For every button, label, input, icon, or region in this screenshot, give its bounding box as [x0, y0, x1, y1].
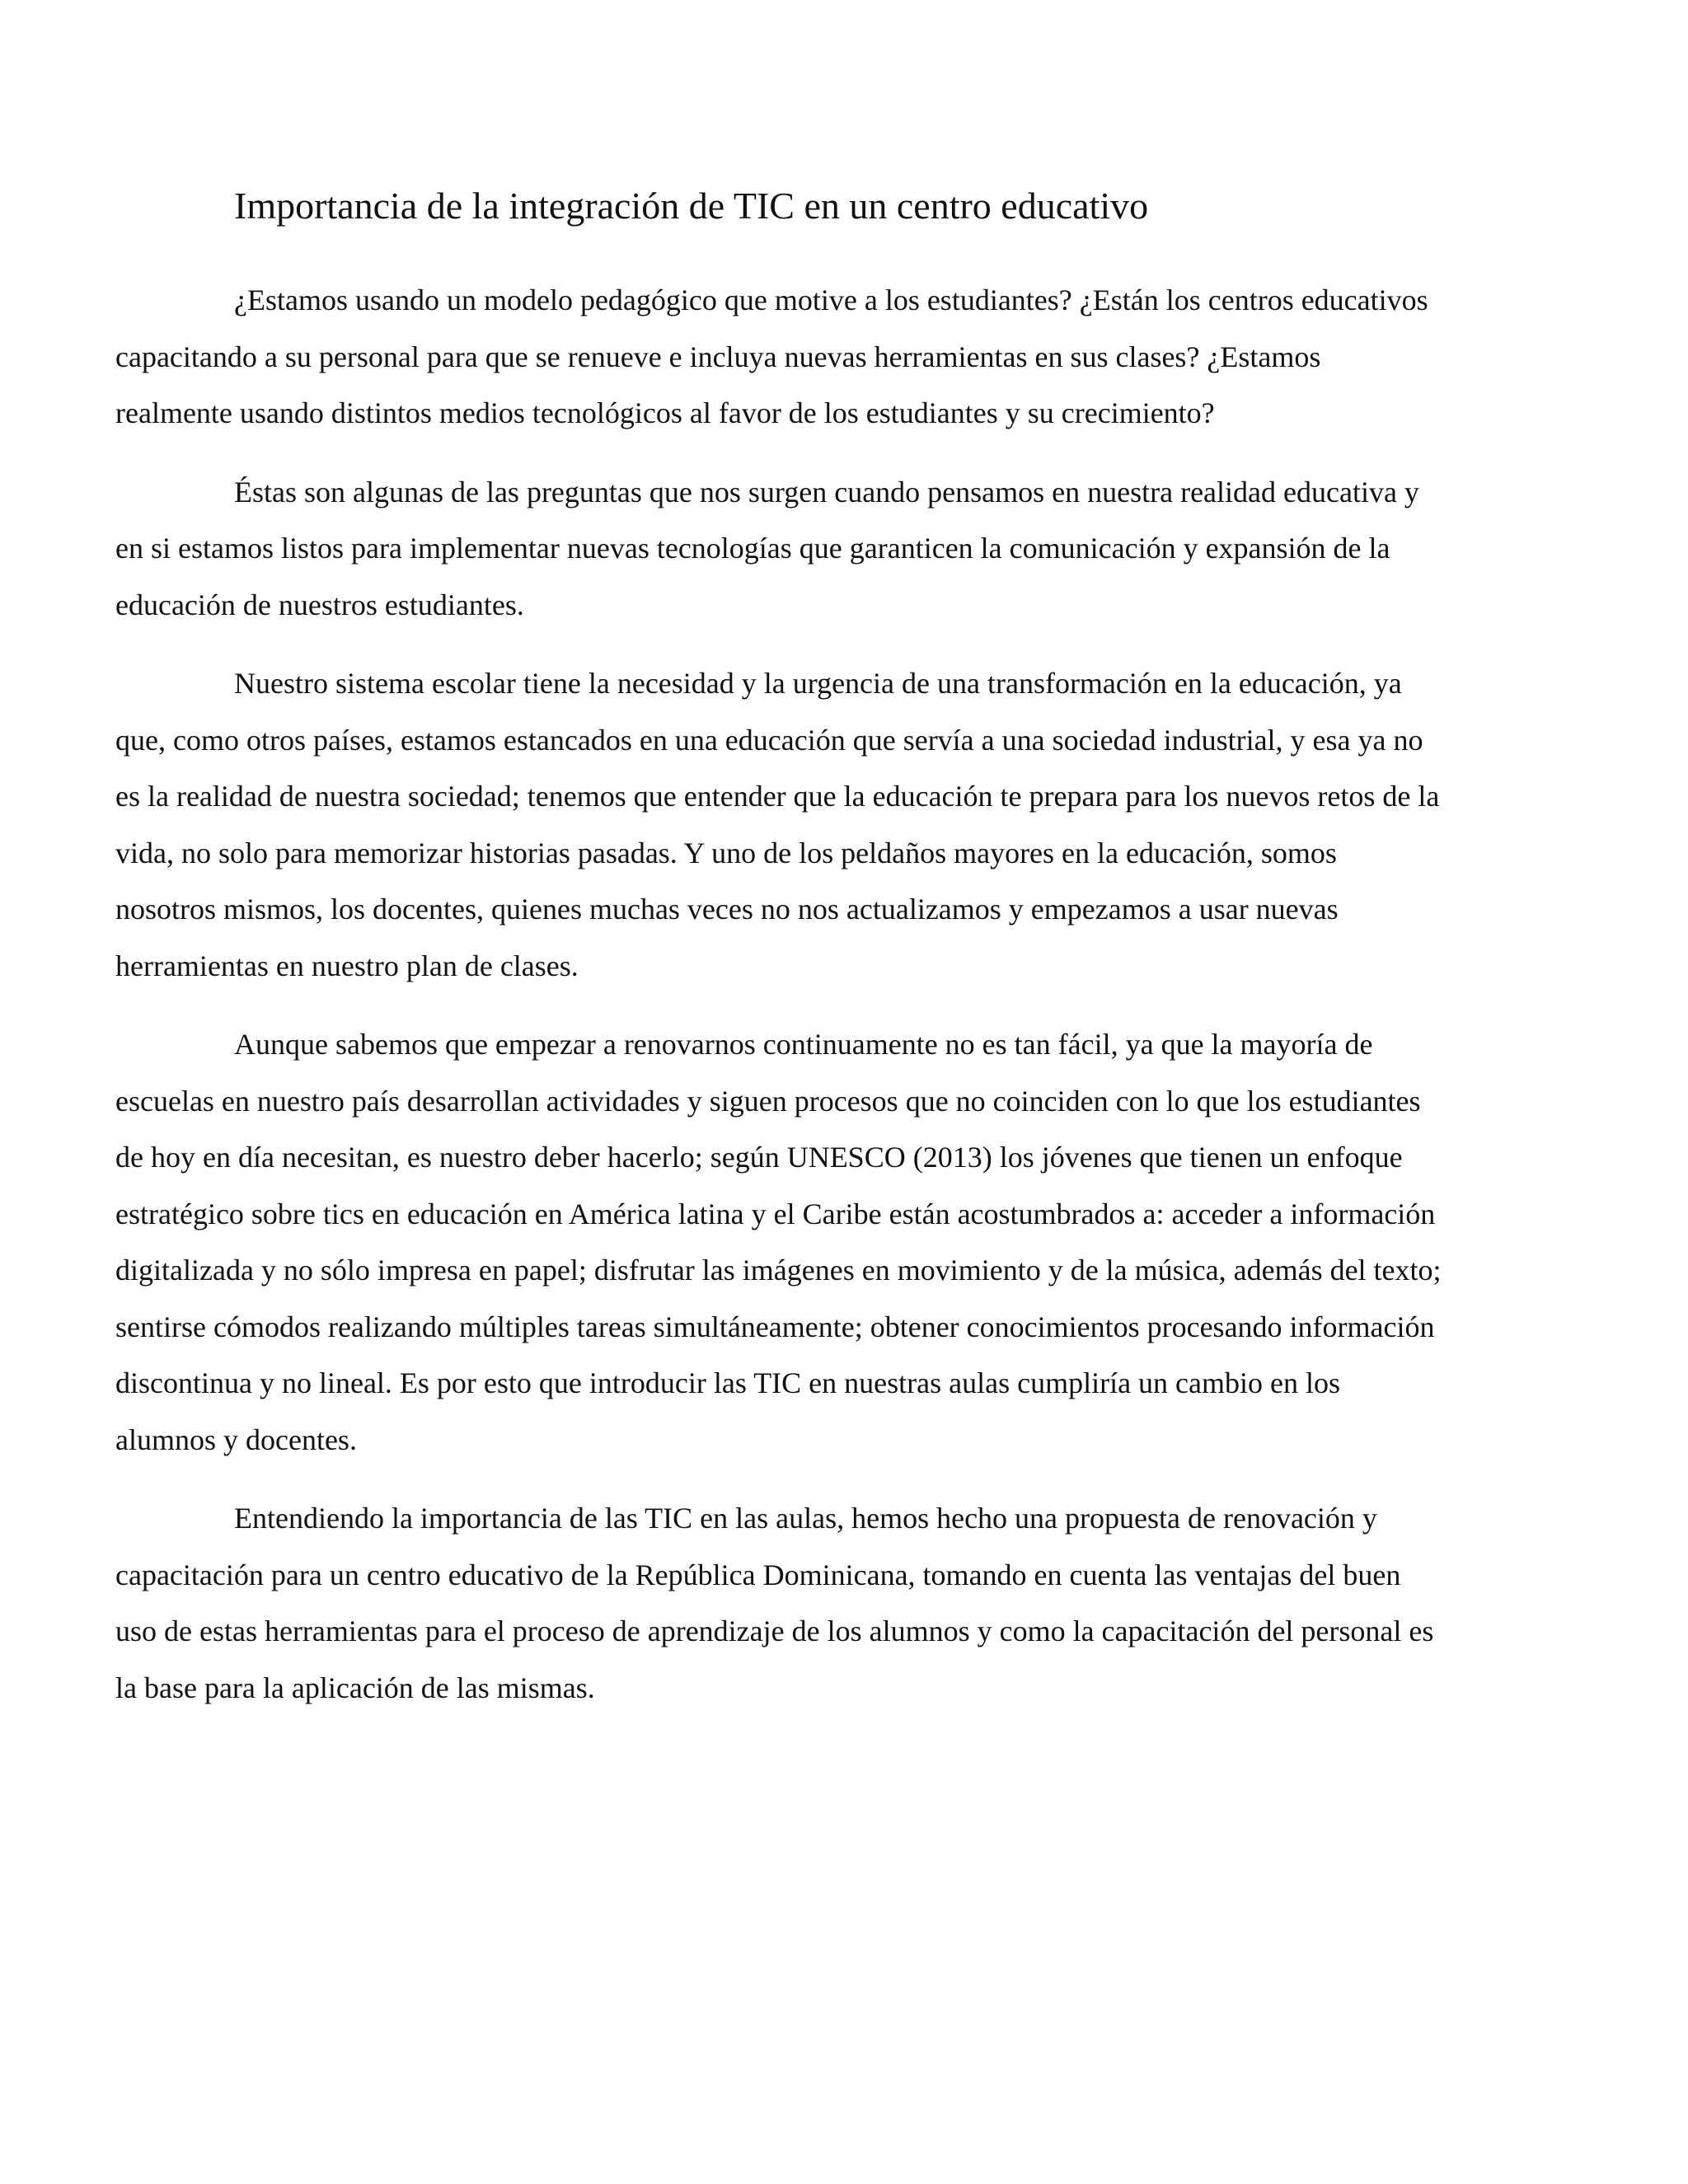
- document-title: Importancia de la integración de TIC en un centro educativo: [234, 185, 1149, 227]
- paragraph-5: Entendiendo la importancia de las TIC en las aulas, hemos hecho una propuesta de renovación y capacitación para un centro educativo de la República Dominicana, tomando en cuenta las ventajas del buen uso de estas herramientas para el proceso de aprendizaje de los alumnos y como la capacitación del personal es la base para la aplicación de las mismas.: [115, 1502, 1434, 1704]
- document-body: [115, 272, 1442, 1738]
- paragraph-2: Éstas son algunas de las preguntas que nos surgen cuando pensamos en nuestra realidad educativa y en si estamos listos para implementar nuevas tecnologías que garanticen la comunicación y expansión de la educación de nuestros estudiantes.: [115, 475, 1419, 621]
- paragraph-4: Aunque sabemos que empezar a renovarnos continuamente no es tan fácil, ya que la mayoría de escuelas en nuestro país desarrollan actividades y siguen procesos que no coinciden con lo que los estudiantes de hoy en día necesitan, es nuestro deber hacerlo; según UNESCO (2013) los jóvenes que tienen un enfoque estratégico sobre tics en educación en América latina y el Caribe están acostumbrados a: acceder a información digitalizada y no sólo impresa en papel; disfrutar las imágenes en movimiento y de la música, además del texto; sentirse cómodos realizando múltiples tareas simultáneamente; obtener conocimientos procesando información discontinua y no lineal. Es por esto que introducir las TIC en nuestras aulas cumpliría un cambio en los alumnos y docentes.: [115, 1028, 1442, 1456]
- paragraph-1: ¿Estamos usando un modelo pedagógico que motive a los estudiantes? ¿Están los centros educativos capacitando a su personal para que se renueve e incluya nuevas herramientas en sus clases? ¿Estamos realmente usando distintos medios tecnológicos al favor de los estudiantes y su crecimiento?: [115, 284, 1428, 429]
- paragraph-3: Nuestro sistema escolar tiene la necesidad y la urgencia de una transformación en la educación, ya que, como otros países, estamos estancados en una educación que servía a una sociedad industrial, y esa ya no es la realidad de nuestra sociedad; tenemos que entender que la educación te prepara para los nuevos retos de la vida, no solo para memorizar historias pasadas. Y uno de los peldaños mayores en la educación, somos nosotros mismos, los docentes, quienes muchas veces no nos actualizamos y empezamos a usar nuevas herramientas en nuestro plan de clases.: [115, 667, 1440, 982]
